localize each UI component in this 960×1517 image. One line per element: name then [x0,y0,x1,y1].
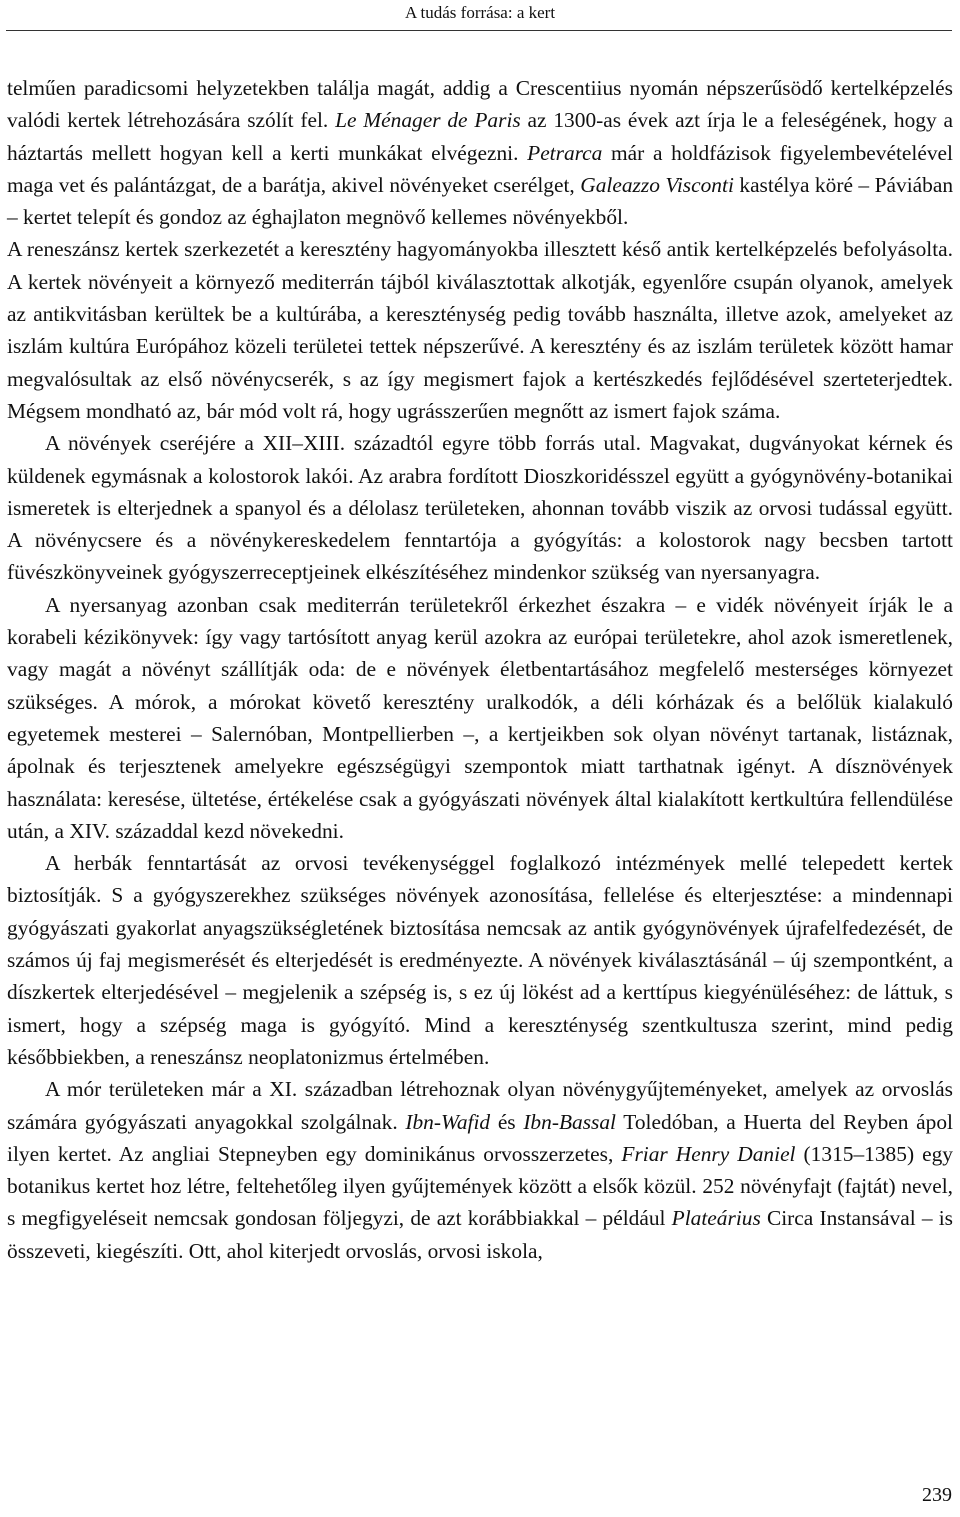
paragraph [7,589,953,847]
header-rule [6,30,952,31]
paragraph [7,1073,953,1267]
text-run: A herbák fenntartását az orvosi tevékenységgel foglalkozó intézmények mellé telepedett kertek biztosítják. S a gyógyszerekhez szükséges növények azonosítása, fellelése és elterjesztése: a mindennapi gyógyászati gyakorlat anyagszükségletének biztosítása nemcsak az antik gyógynövények újrafelfedezését, de számos új faj megismerését és elterjedését is eredményezte. A növények kiválasztásánál – új szempontként, a díszkertek elterjedésével – megjelenik a szépség is, s ez új lökést ad a kerttípus kiegyénüléséhez: de láttuk, s ismert, hogy a szépség maga is gyógyító. Mind a kereszténység szentkultusza szerint, mind pedig későbbiekben, a reneszánsz neoplatonizmus értelmében. [7,851,953,1069]
italic-run: Le Ménager de Paris [335,108,521,133]
text-run: A növények cseréjére a XII–XIII. századtól egyre több forrás utal. Magvakat, dugványokat kérnek és küldenek egymásnak a kolostorok lakói. Az arabra fordított Dioszkoridésszel együtt a gyógynövény-botanikai ismeretek is elterjednek a spanyol és a délolasz területeken, ahonnan tovább viszik az orvosi tudással együtt. A növénycsere és a növénykereskedelem fenntartója a gyógyítás: a kolostorok nagy becsben tartott füvészkönyveinek gyógyszerreceptjeinek elkészítéséhez mindenkor szükség van nyersanyagra. [7,431,953,585]
paragraph [7,847,953,1073]
text-run: már a holdfázisok figyelembevételével maga vet és palántázgat, de a barátja, akivel növényeket cserélget, [7,140,953,197]
italic-run: Ibn-Wafid [405,1109,491,1134]
text-run: és [490,1109,524,1134]
italic-run: Galeazzo Visconti [580,172,734,197]
body-text [7,72,953,1267]
paragraph [7,72,953,233]
text-run: A reneszánsz kertek szerkezetét a keresztény hagyományokba illesztett késő antik kertelképzelés befolyásolta. A kertek növényeit a környező mediterrán tájból kiválasztottak alkotják, egyenlőre csupán olyanok, amelyek az antikvitásban kerültek be a kultúrába, a kereszténység pedig tovább használta, illetve azok, amelyeket az iszlám kultúra Európához közeli területei tettek népszerűvé. A keresztény és az iszlám területek között hamar megvalósultak az első növénycserék, s az így megismert fajok a kertészkedés fejlődésével szerteterjedtek. Mégsem mondható az, bár mód volt rá, hogy ugrásszerűen megnőtt az ismert fajok száma. [7,237,953,423]
text-run: A nyersanyag azonban csak mediterrán területekről érkezhet északra – e vidék növényeit írják le a korabeli kézikönyvek: így vagy tartósított anyag kerül azokra az európai területekre, ahol azok ismeretlenek, vagy magát a növényt szállítják oda: de e növények életbentartásához megfelelő mesterséges környezet szükséges. A mórok, a mórokat követő keresztény uralkodók, a déli kórházak és a belőlük kialakuló egyetemek mesterei – Salernóban, Montpellierben –, a kertjeikben sok olyan növényt tartanak, listáznak, ápolnak és terjesztenek amelyekre egészségügyi szempontok miatt tarthatnak igényt. A dísznövények használata: keresése, ültetése, értékelése csak a gyógyászati növények által kialakított kertkultúra fellendülése után, a XIV. századdal kezd növekedni. [7,592,953,843]
page-number: 239 [922,1484,952,1506]
running-header: A tudás forrása: a kert [404,3,556,22]
italic-run: Friar Henry Daniel [621,1141,796,1166]
text-run: (1315–1385) egy botanikus kertet hoz létre, feltehetőleg ilyen gyűjtemények között a elsők közül. 252 növényfajt (fajtát) nevel, s megfigyeléseit nemcsak gondosan följegyzi, de azt korábbiakkal – például [7,1141,953,1231]
text-run: kastélya köré – Páviában – kertet telepít és gondoz az éghajlaton megnövő kellemes növényekből. [7,172,954,230]
text-run: Circa Instansával – is összeveti, kiegészíti. Ott, ahol kiterjedt orvoslás, orvosi iskola, [7,1206,953,1263]
italic-run: Ibn-Bassal [523,1109,616,1134]
text-run: Toledóban, a Huerta del Reyben ápol ilyen kertet. Az angliai Stepneyben egy dominikánus orvosszerzetes, [7,1109,953,1166]
text-run: A mór területeken már a XI. században létrehoznak olyan növénygyűjteményeket, amelyek az orvoslás számára gyógyászati anyagokkal szolgálnak. [7,1077,953,1134]
italic-run: Petrarca [527,140,603,165]
paragraph [7,233,953,427]
italic-run: Plateárius [671,1206,761,1231]
paragraph [7,427,953,588]
text-run: telműen paradicsomi helyzetekben találja magát, addig a Crescentiius nyomán népszerűsödő kertelképzelés valódi kertek létrehozására szólít fel. [7,76,953,133]
text-run: az 1300-as évek azt írja le a feleségének, hogy a háztartás mellett hogyan kell a kerti munkákat elvégezni. [7,108,953,165]
